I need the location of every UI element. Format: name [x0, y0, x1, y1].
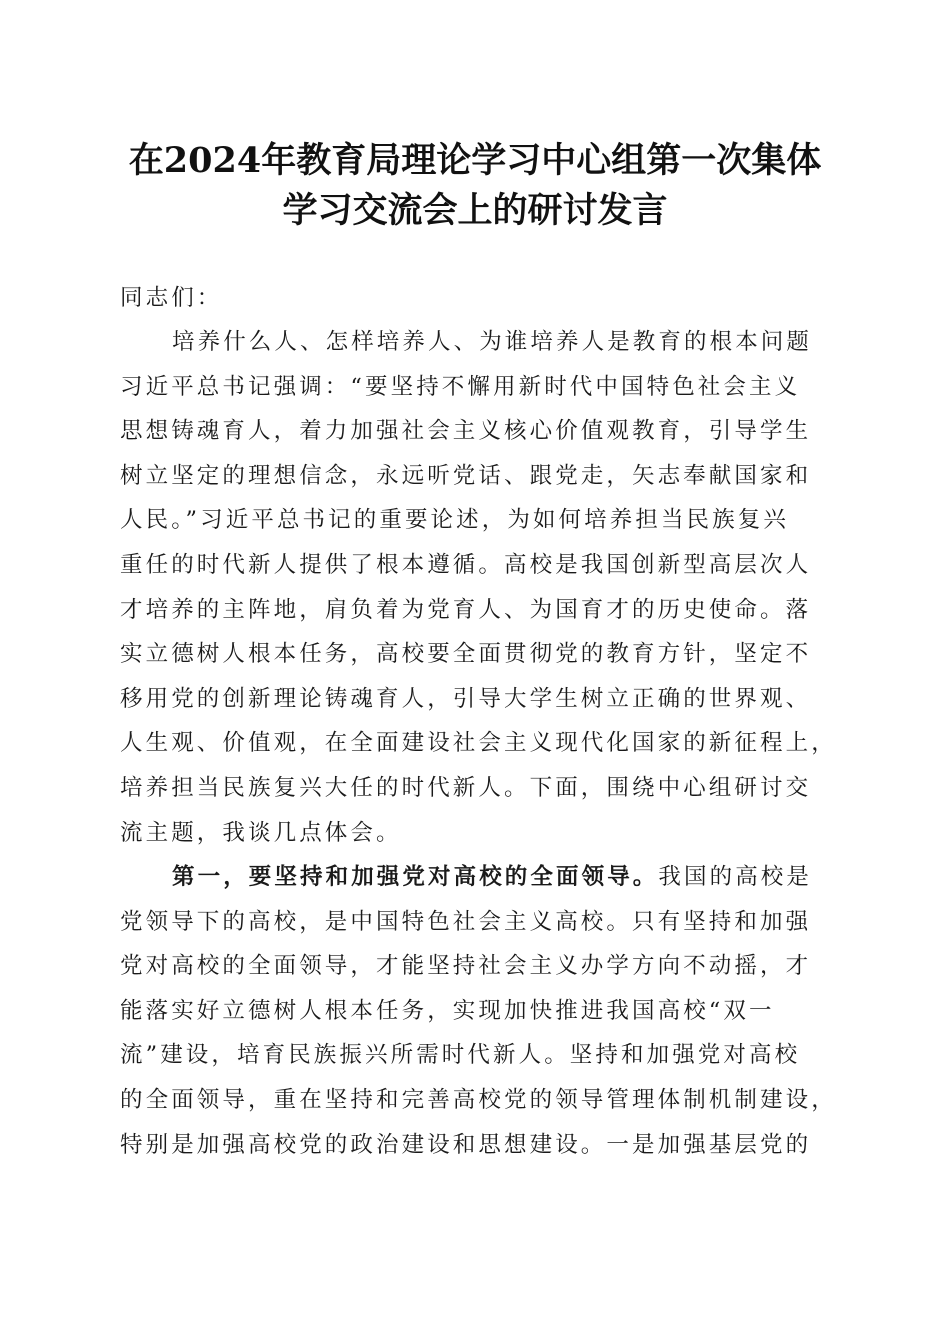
- paragraph-1: [120, 320, 837, 855]
- paragraph-line: [120, 855, 830, 900]
- paragraph-2: [120, 855, 837, 1167]
- paragraph-heading-rest: 我国的高校是: [658, 864, 813, 890]
- paragraph-line: 重任的时代新人提供了根本遵循。高校是我国创新型高层次人: [120, 551, 812, 578]
- paragraph-line: 人生观、价值观，在全面建设社会主义现代化国家的新征程上，: [120, 730, 837, 757]
- document-title-line-1: 在2024年教育局理论学习中心组第一次集体: [128, 140, 822, 181]
- paragraph-line: 特别是加强高校党的政治建设和思想建设。一是加强基层党的: [120, 1131, 812, 1158]
- paragraph-line: 移用党的创新理论铸魂育人，引导大学生树立正确的世界观、: [120, 685, 812, 712]
- paragraph-line: 习近平总书记强调：“要坚持不懈用新时代中国特色社会主义: [120, 373, 801, 400]
- salutation: 同志们：: [120, 285, 223, 311]
- paragraph-line: 培养什么人、怎样培养人、为谁培养人是教育的根本问题: [172, 329, 813, 355]
- paragraph-heading: 第一，要坚持和加强党对高校的全面领导。: [172, 864, 659, 890]
- paragraph-line: 党对高校的全面领导，才能坚持社会主义办学方向不动摇，才: [120, 953, 812, 980]
- document-title-line-2: 学习交流会上的研讨发言: [282, 190, 668, 231]
- paragraph-line: 培养担当民族复兴大任的时代新人。下面，围绕中心组研讨交: [120, 774, 812, 801]
- paragraph-line: 的全面领导，重在坚持和完善高校党的领导管理体制机制建设，: [120, 1086, 837, 1113]
- paragraph-line: 才培养的主阵地，肩负着为党育人、为国育才的历史使命。落: [120, 596, 812, 623]
- paragraph-line: 树立坚定的理想信念，永远听党话、跟党走，矢志奉献国家和: [120, 462, 812, 489]
- paragraph-line: 能落实好立德树人根本任务，实现加快推进我国高校“双一: [120, 997, 775, 1024]
- paragraph-line: 流”建设，培育民族振兴所需时代新人。坚持和加强党对高校: [120, 1042, 801, 1069]
- paragraph-line: 思想铸魂育人，着力加强社会主义核心价值观教育，引导学生: [120, 418, 812, 445]
- paragraph-line: 实立德树人根本任务，高校要全面贯彻党的教育方针，坚定不: [120, 641, 812, 668]
- paragraph-line: 党领导下的高校，是中国特色社会主义高校。只有坚持和加强: [120, 908, 812, 935]
- paragraph-line: 流主题，我谈几点体会。: [120, 819, 402, 846]
- paragraph-line: 人民。”习近平总书记的重要论述，为如何培养担当民族复兴: [120, 507, 789, 534]
